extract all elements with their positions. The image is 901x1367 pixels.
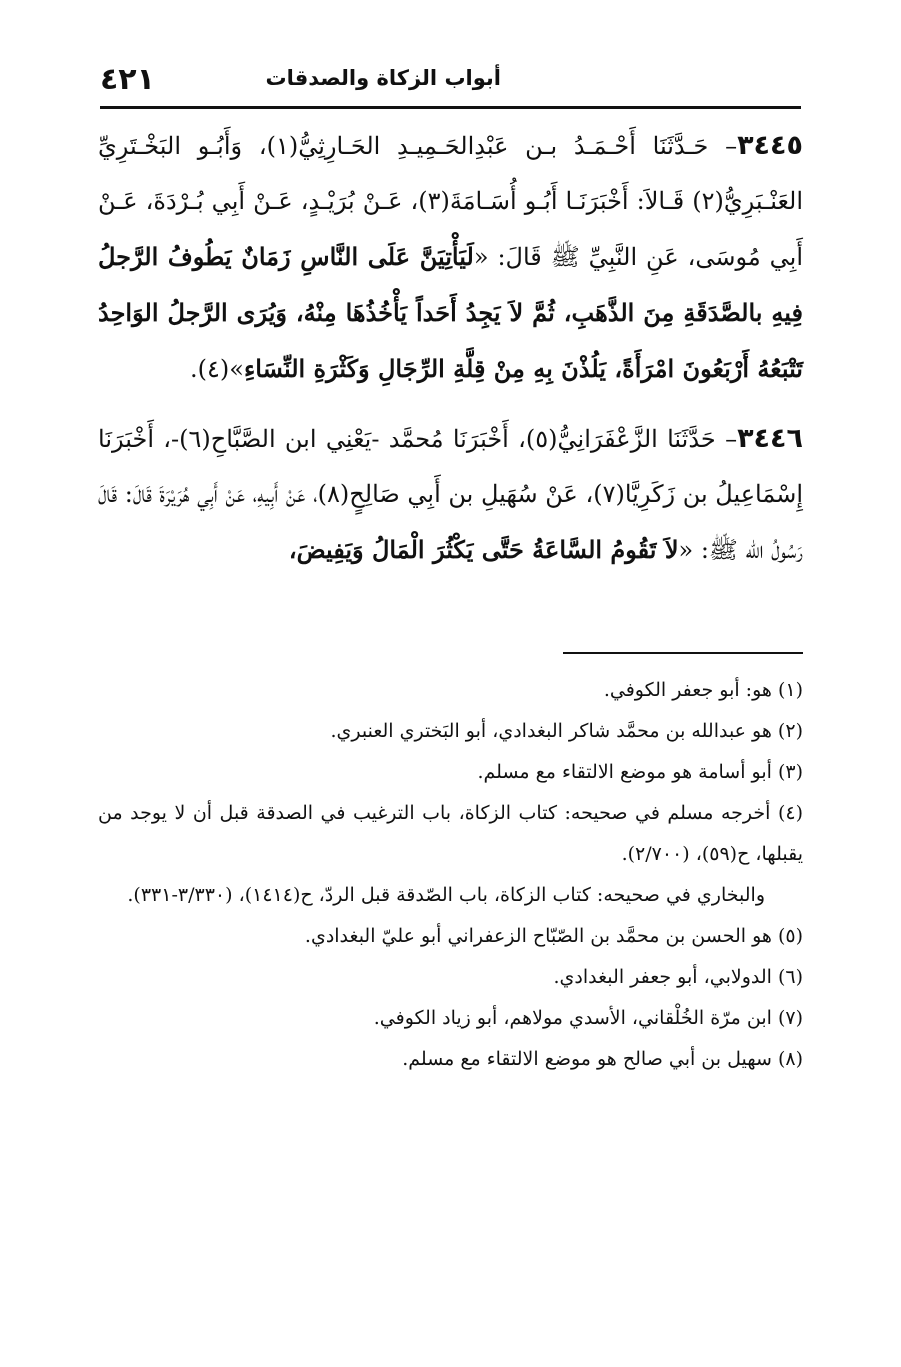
footnote-6: (٦) الدولابي، أبو جعفر البغدادي. xyxy=(553,966,803,988)
footnotes xyxy=(98,670,803,1080)
hadith-matn: لَيَأْتِيَنَّ عَلَى النَّاسِ زَمَانٌ يَطُوفُ الرَّجلُ فِيهِ بالصَّدَقَةِ مِنَ الذَّهَبِ، ثُمَّ لاَ يَجِدُ أَحَداً يَأْخُذُهَا مِنْهُ، وَيُرَى الرَّجلُ الوَاحِدُ تَتْبَعُهُ أَرْبَعُونَ امْرَأَةً، يَلُذْنَ بِهِ مِنْ قِلَّةِ الرِّجَالِ وَكَثْرَةِ النِّسَاءِ xyxy=(98,242,803,383)
hadith-closing: »(٤). xyxy=(190,355,244,383)
page-number: ٤٢١ xyxy=(100,62,155,97)
hadith-number: ٣٤٤٦ xyxy=(737,423,803,454)
footnote-4: (٤) أخرجه مسلم في صحيحه: كتاب الزكاة، باب الترغيب في الصدقة قبل أن لا يوجد من يقبلها، ح(٥٩)، (٢/٧٠٠). xyxy=(98,802,803,865)
hadith-chain: – حَـدَّثَنَا أَحْـمَـدُ بـن عَبْدِالحَـمِيـدِ الحَـارِثِيُّ(١)، وَأَبُـو البَخْـتَرِيِّ العَنْـبَرِيُّ(٢) قَـالاَ: أَخْبَرَنَـا أَبُـو أُسَـامَةَ(٣)، عَـنْ بُرَيْـدٍ، عَـنْ أَبِي بُـرْدَةَ، عَـنْ أَبِي مُوسَى، عَنِ النَّبِيِّ ﷺ قَالَ: « xyxy=(98,132,804,271)
footnote-7: (٧) ابن مرّة الخُلْقاني، الأسدي مولاهم، أبو زياد الكوفي. xyxy=(373,1007,803,1029)
hadith-3445 xyxy=(98,118,803,397)
running-title: أبواب الزكاة والصدقات xyxy=(265,66,501,90)
footnote-4-continuation: والبخاري في صحيحه: كتاب الزكاة، باب الصّدقة قبل الردّ، ح(١٤١٤)، (٣/٣٣٠-٣٣١). xyxy=(127,884,765,906)
page-header xyxy=(100,62,801,109)
footnote-separator xyxy=(563,652,803,654)
hadith-chain: – حَدَّثَنَا الزَّعْفَرَانِيُّ(٥)، أَخْبَرَنَا مُحمَّد -يَعْنِي ابن الصَّبَّاحِ(٦)-، أَخْبَرَنَا إِسْمَاعِيلُ بن زَكَرِيَّا(٧)، عَنْ سُهَيلِ بن أَبِي صَالِحٍ(٨)، عَنْ أَبِيهِ، عَنْ أَبِي هُرَيْرَةَ قَالَ: قَالَ رَسُولُ الله ﷺ: « xyxy=(98,425,804,564)
footnote-2: (٢) هو عبدالله بن محمَّد شاكر البغدادي، أبو البَختري العنبري. xyxy=(330,720,803,742)
footnote-3: (٣) أبو أسامة هو موضع الالتقاء مع مسلم. xyxy=(477,761,803,783)
footnote-8: (٨) سهيل بن أبي صالح هو موضع الالتقاء مع مسلم. xyxy=(402,1048,803,1070)
main-text xyxy=(98,118,803,592)
hadith-number: ٣٤٤٥ xyxy=(737,130,803,161)
hadith-matn: لاَ تَقُومُ السَّاعَةُ حَتَّى يَكْثُرَ الْمَالُ وَيَفِيضَ، xyxy=(288,535,679,564)
footnote-5: (٥) هو الحسن بن محمَّد بن الصّبّاح الزعفراني أبو عليّ البغدادي. xyxy=(304,925,803,947)
footnote-1: (١) هو: أبو جعفر الكوفي. xyxy=(603,679,803,701)
hadith-3446 xyxy=(98,411,803,578)
